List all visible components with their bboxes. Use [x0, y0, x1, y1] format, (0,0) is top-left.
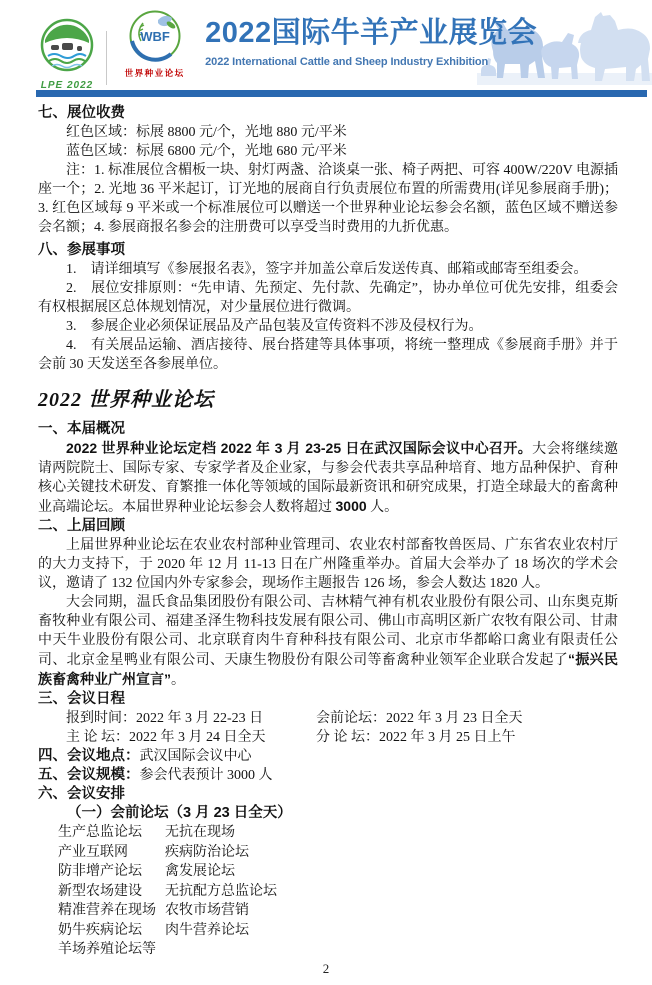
page-number: 2	[322, 961, 330, 976]
guangzhou-declaration: “振兴民族畜禽种业广州宣言”	[38, 651, 619, 687]
forum-list-right-column	[165, 823, 277, 960]
forum-review-tail: 。	[171, 673, 185, 688]
forum-list-item: 无抗在现场	[165, 825, 235, 840]
forum-scale-line	[38, 766, 618, 785]
exhibit-item: 4. 有关展品运输、酒店接待、展台搭建等具体事项，将统一整理成《参展商手册》并于会前 30 天发送至各参展单位。	[38, 338, 618, 372]
section-booth-fees-heading: 七、展位收费	[38, 105, 125, 121]
schedule-cell: 报到时间：2022 年 3 月 22-23 日	[66, 711, 264, 726]
lpe-logo	[40, 18, 94, 95]
forum-venue-line	[38, 747, 618, 766]
header-titles	[205, 17, 537, 72]
forum-list	[58, 823, 618, 960]
forum-overview-body: 大会将继续邀请两院院士、国际专家、专家学者及企业家，与参会代表共享品种培育、地方品种保护、育种核心关键技术研发、育繁推一体化等领域的国际最新资讯和研究成果，打造全球最大的畜禽种业高端论坛。本届世界种业论坛参会人数将超过	[38, 442, 619, 515]
logo-group	[40, 9, 190, 103]
schedule-grid	[66, 709, 618, 747]
document-body	[0, 97, 652, 960]
exhibit-item: 3. 参展企业必须保证展品及产品包装及宣传资料不涉及侵权行为。	[66, 319, 483, 334]
forum-overview-tail: 人。	[366, 500, 399, 515]
lpe-logo-label: LPE 2022	[40, 79, 94, 91]
lpe-2022-logo-icon	[40, 18, 94, 74]
forum-list-item: 疾病防治论坛	[165, 844, 249, 860]
schedule-cell: 主 论 坛：2022 年 3 月 24 日全天	[66, 730, 266, 745]
forum-list-item: 羊场养殖论坛等	[58, 942, 156, 957]
booth-fee-note: 注：1. 标准展位含楣板一块、射灯两盏、洽谈桌一张、椅子两把、可容 400W/220V 电源插座一个；2. 光地 36 平米起订，订光地的展商自行负责展位布置的所需费用(详见参展商手册)；3. 红色区域每 9 平米或一个标准展位可以赠送一个世界种业论坛参会名额，蓝色区域不赠送参会名额；4. 参展商报名参会的注册费可以享受当时费用的九折优惠。	[38, 163, 618, 235]
forum-review-lead: 大会同期，温氏食品集团股份有限公司、吉林精气神有机农业股份有限公司、山东奥克斯畜牧种业有限公司、福建圣泽生物科技发展有限公司、佛山市高明区新广农牧有限公司、甘肃中天牛业股份有限公司、北京联育肉牛育种科技有限公司、北京市华都峪口禽业有限责任公司、北京金星鸭业有限公司、天康生物股份有限公司等畜禽种业领军企业联合发起了	[38, 595, 618, 668]
forum-review-paragraph-1: 上届世界种业论坛在农业农村部种业管理司、农业农村部畜牧兽医局、广东省农业农村厅的大力支持下，于 2020 年 12 月 11-13 日在广州隆重举办。首届大会举办了 18 场次的学术会议，邀请了 132 位国内外专家参会，现场作主题报告 126 场，参会人数达 1820 人。	[38, 538, 618, 591]
forum-venue-value: 武汉国际会议中心	[139, 749, 252, 764]
forum-list-item: 农牧市场营销	[165, 903, 249, 918]
schedule-cell: 分 论 坛：2022 年 3 月 25 日上午	[316, 730, 516, 745]
section-exhibit-matters-heading: 八、参展事项	[38, 242, 125, 258]
forum-attendee-count: 3000	[335, 498, 367, 514]
forum-overview-paragraph	[38, 439, 618, 517]
forum-list-item: 奶牛疾病论坛	[58, 922, 142, 938]
booth-fee-blue-zone: 蓝色区域：标展 6800 元/个，光地 680 元/平米	[66, 144, 347, 159]
forum-arrangement-heading: 六、会议安排	[38, 786, 125, 802]
forum-review-paragraph-2	[38, 593, 618, 690]
forum-scale-label: 五、会议规模：	[38, 767, 140, 783]
booth-fee-red-zone: 红色区域：标展 8800 元/个，光地 880 元/平米	[66, 125, 347, 140]
forum-overview-lead: 2022 世界种业论坛定档 2022 年 3 月 23-25 日在武汉国际会议中心召开。	[66, 440, 533, 456]
forum-list-item: 防非增产论坛	[58, 864, 142, 879]
exhibit-item: 2. 展位安排原则：“先申请、先预定、先付款、先确定”，协办单位可优先安排，组委会有权根据展区总体规划情况，对少量展位进行微调。	[38, 281, 618, 315]
page-header	[0, 0, 652, 97]
forum-list-item: 肉牛营养论坛	[165, 922, 249, 938]
forum-review-heading: 二、上届回顾	[38, 518, 125, 534]
forum-list-item: 精准营养在现场	[58, 903, 156, 918]
forum-scale-value: 参会代表预计 3000 人	[139, 768, 273, 783]
forum-list-item: 新型农场建设	[58, 883, 142, 899]
forum-list-left-column	[58, 823, 165, 960]
forum-section-title: 2022 世界种业论坛	[38, 389, 214, 411]
forum-venue-label: 四、会议地点：	[38, 748, 140, 764]
wbf-logo-text: WBF	[139, 29, 170, 44]
exhibition-title: 2022国际牛羊产业展览会	[205, 17, 538, 49]
forum-overview-heading: 一、本届概况	[38, 421, 125, 437]
pre-forum-subheading: （一）会前论坛（3 月 23 日全天）	[67, 805, 292, 821]
forum-list-item: 产业互联网	[58, 844, 128, 860]
forum-list-item: 禽发展论坛	[165, 864, 235, 879]
wbf-logo	[119, 9, 190, 103]
forum-list-item: 生产总监论坛	[58, 825, 142, 840]
exhibit-item: 1. 请详细填写《参展报名表》，签字并加盖公章后发送传真、邮箱或邮寄至组委会。	[66, 262, 588, 277]
wbf-cn-label: 世界种业论坛	[124, 68, 185, 78]
forum-list-item: 无抗配方总监论坛	[165, 883, 277, 899]
exhibition-subtitle: 2022 International Cattle and Sheep Industry Exhibition	[205, 56, 489, 68]
logo-divider	[106, 31, 107, 85]
wbf-logo-icon	[128, 9, 182, 63]
schedule-cell: 会前论坛：2022 年 3 月 23 日全天	[316, 711, 523, 726]
forum-schedule-heading: 三、会议日程	[38, 691, 125, 707]
